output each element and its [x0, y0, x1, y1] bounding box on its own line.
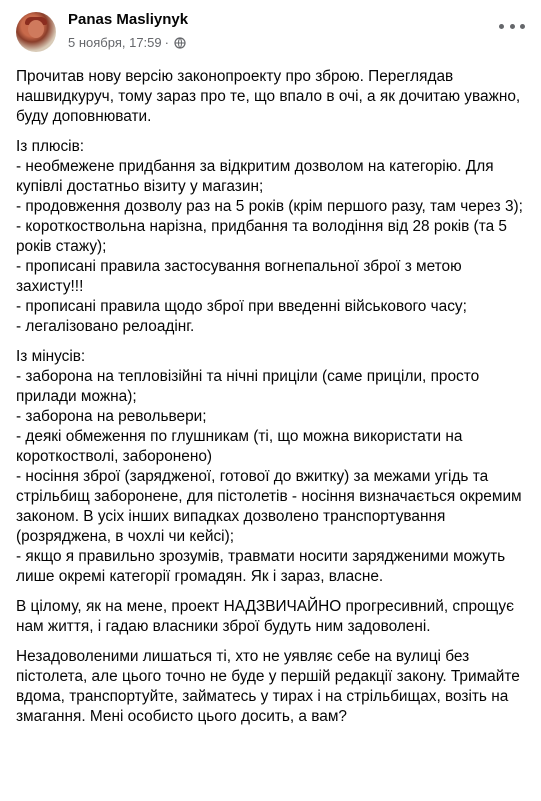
- globe-icon[interactable]: [174, 37, 186, 49]
- post-meta: [68, 35, 186, 50]
- post-paragraph: [16, 137, 532, 337]
- post-paragraph: [16, 347, 532, 587]
- post-paragraph: [16, 597, 532, 637]
- post-line: - короткоствольна нарізна, придбання та володіння від 28 років (та 5 років стажу);: [16, 218, 507, 255]
- meta-separator: ·: [164, 35, 169, 50]
- post-paragraph: [16, 67, 532, 127]
- post-line: - прописані правила щодо зброї при введенні військового часу;: [16, 298, 467, 315]
- post-date[interactable]: 5 ноября, 17:59: [68, 35, 162, 50]
- author-avatar[interactable]: [16, 12, 56, 52]
- post-header: [16, 10, 529, 54]
- post-line: - необмежене придбання за відкритим дозволом на категорію. Для купівлі достатньо візиту у магазин;: [16, 158, 494, 195]
- more-options-icon[interactable]: [499, 16, 525, 36]
- post-line: - заборона на револьвери;: [16, 408, 207, 425]
- avatar-face: [28, 20, 44, 38]
- post-line: Із плюсів:: [16, 138, 85, 155]
- author-name[interactable]: Panas Masliynyk: [68, 11, 189, 28]
- post-line: - якщо я правильно зрозумів, травмати носити зарядженими можуть лише окремі категорії громадян. Як і зараз, власне.: [16, 548, 506, 585]
- post-line: - прописані правила застосування вогнепальної зброї з метою захисту!!!: [16, 258, 462, 295]
- post-line: - деякі обмеження по глушникам (ті, що можна використати на короткостволі, заборонено): [16, 428, 463, 465]
- post-line: Незадоволеними лишаться ті, хто не уявляє себе на вулиці без пістолета, але цього точно не буде у першій редакції закону. Тримайте вдома, транспортуйте, займатесь у тирах і на стрільбищах, возіть на змагання. Мені особисто цього досить, а вам?: [16, 648, 520, 725]
- post-line: - продовження дозволу раз на 5 років (крім першого разу, там через 3);: [16, 198, 523, 215]
- post-text: [16, 67, 532, 737]
- post-line: - легалізовано релоадінг.: [16, 318, 195, 335]
- post-line: Із мінусів:: [16, 348, 86, 365]
- post-line: Прочитав нову версію законопроекту про зброю. Переглядав нашвидкуруч, тому зараз про те, що впало в очі, а як дочитаю уважно, буду доповнювати.: [16, 68, 521, 125]
- post-line: В цілому, як на мене, проект НАДЗВИЧАЙНО прогресивний, спрощує нам життя, і гадаю власники зброї будуть ним задоволені.: [16, 598, 514, 635]
- post-line: - заборона на тепловізійні та нічні приціли (саме приціли, просто прилади можна);: [16, 368, 480, 405]
- post-line: - носіння зброї (зарядженої, готової до вжитку) за межами угідь та стрільбищ заборонене, для пістолетів - носіння визначається окремим законом. В усіх інших випадках дозволено транспортування (розряджена, в чохлі чи кейсі);: [16, 468, 522, 545]
- post-paragraph: [16, 647, 532, 727]
